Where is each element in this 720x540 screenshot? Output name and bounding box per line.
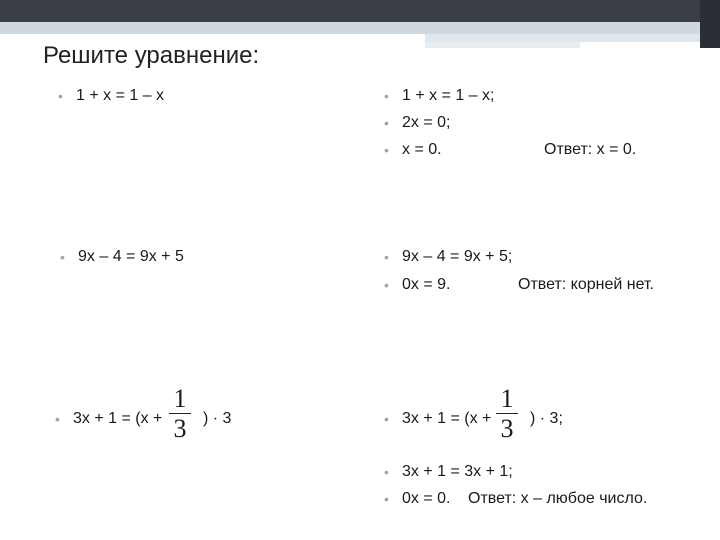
solution-2-step-1: • 9x – 4 = 9x + 5; xyxy=(402,247,512,267)
header-bar xyxy=(0,0,700,22)
task-1: • 1 + x = 1 – x xyxy=(76,86,164,106)
slide-title: Решите уравнение: xyxy=(43,42,260,69)
header-stripe xyxy=(0,22,700,34)
solution-1-step-2: • 2x = 0; xyxy=(402,113,450,133)
fraction-numerator: 1 xyxy=(173,384,187,413)
task-3-right: ) · 3 xyxy=(203,410,232,427)
solution-1-step-1: • 1 + x = 1 – x; xyxy=(402,86,495,106)
solution-3-step-3: • 0x = 0. xyxy=(402,489,450,509)
fraction-denominator: 3 xyxy=(500,414,514,443)
header-bar-corner xyxy=(700,0,720,48)
solution-3-fraction xyxy=(495,385,519,444)
header-stripe-accent xyxy=(425,34,700,42)
task-3-fraction xyxy=(168,385,192,444)
answer-3: Ответ: x – любое число. xyxy=(468,490,648,507)
task-3-left: • 3x + 1 = (x + xyxy=(73,409,162,429)
task-2: • 9x – 4 = 9x + 5 xyxy=(78,247,184,267)
solution-3-step-2: • 3x + 1 = 3x + 1; xyxy=(402,462,513,482)
solution-1-step-3: • x = 0. xyxy=(402,140,442,160)
solution-3-step-1-left: • 3x + 1 = (x + xyxy=(402,409,491,429)
fraction-numerator: 1 xyxy=(500,384,514,413)
answer-1: Ответ: x = 0. xyxy=(544,141,637,158)
fraction-denominator: 3 xyxy=(173,414,187,443)
solution-2-step-2: • 0x = 9. xyxy=(402,275,450,295)
answer-2: Ответ: корней нет. xyxy=(518,276,654,293)
header-stripe-accent-small xyxy=(425,42,580,48)
solution-3-step-1-right: ) · 3; xyxy=(530,410,563,427)
